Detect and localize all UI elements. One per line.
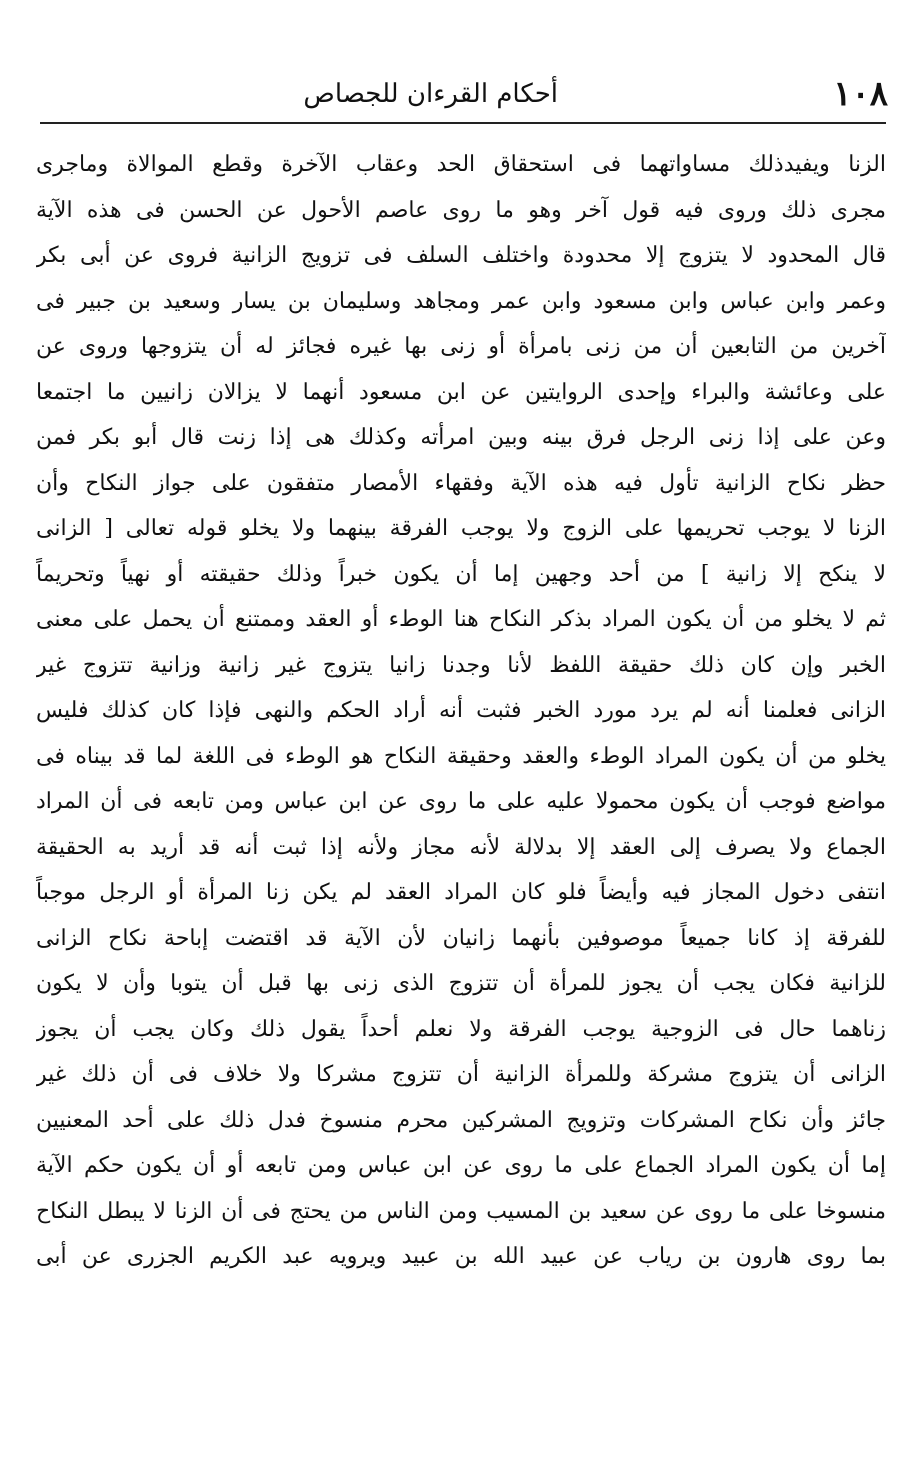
text-line: قال المحدود لا يتزوج إلا محدودة واختلف السلف فى تزويج الزانية فروى عن أبى بكر bbox=[36, 243, 886, 268]
page-header bbox=[40, 72, 888, 120]
text-line: مجرى ذلك وروى فيه قول آخر وهو ما روى عاصم الأحول عن الحسن فى هذه الآية bbox=[36, 197, 886, 223]
text-line: انتفى دخول المجاز فيه وأيضاً فلو كان المراد العقد لم يكن زنا المرأة أو الرجل موجباً bbox=[36, 880, 886, 905]
text-line: للفرقة إذ كانا جميعاً موصوفين بأنهما زانيان لأن الآية قد اقتضت إباحة نكاح الزانى bbox=[36, 925, 886, 951]
body-text bbox=[36, 142, 886, 1280]
text-line: لا ينكح إلا زانية ] من أحد وجهين إما أن يكون خبراً وذلك حقيقته أو نهياً وتحريماً bbox=[36, 561, 886, 587]
text-line: الزنا ويفيدذلك مساواتهما فى استحقاق الحد وعقاب الآخرة وقطع الموالاة وماجرى bbox=[36, 152, 886, 177]
header-rule bbox=[40, 122, 886, 124]
text-line: الجماع ولا يصرف إلى العقد إلا بدلالة لأنه مجاز ولأنه إذا ثبت أنه قد أريد به الحقيقة bbox=[36, 834, 886, 860]
text-line: إما أن يكون المراد الجماع على ما روى عن ابن عباس ومن تابعه أو أن يكون حكم الآية bbox=[36, 1153, 886, 1178]
text-line: آخرين من التابعين أن من زنى بامرأة أو زنى بها غيره فجائز له أن يتزوجها وروى عن bbox=[36, 334, 886, 359]
text-line: على وعائشة والبراء وإحدى الروايتين عن ابن مسعود أنهما لا يزالان زانيين ما اجتمعا bbox=[36, 379, 886, 405]
text-line: الزنا لا يوجب تحريمها على الزوج ولا يوجب الفرقة بينهما ولا يخلو قوله تعالى [ الزانى bbox=[36, 516, 886, 541]
text-line: بما روى هارون بن رياب عن عبيد الله بن عبيد ويرويه عبد الكريم الجزرى عن أبى bbox=[36, 1244, 886, 1269]
text-line: ثم لا يخلو من أن يكون المراد بذكر النكاح هنا الوطء أو العقد وممتنع أن يحمل على معنى bbox=[36, 607, 886, 632]
text-line: حظر نكاح الزانية تأول فيه هذه الآية وفقهاء الأمصار متفقون على جواز النكاح وأن bbox=[36, 470, 886, 496]
text-line: للزانية فكان يجب أن يجوز للمرأة أن تتزوج الذى زنى بها قبل أن يتوبا وأن لا يكون bbox=[36, 971, 886, 996]
text-line: جائز وأن نكاح المشركات وتزويج المشركين محرم منسوخ فدل ذلك على أحد المعنيين bbox=[36, 1107, 886, 1133]
text-line: الزانى فعلمنا أنه لم يرد مورد الخبر فثبت أنه أراد الحكم والنهى فإذا كان كذلك فليس bbox=[36, 698, 886, 723]
running-title: أحكام القرءان للجصاص bbox=[303, 79, 558, 109]
text-line: الخبر وإن كان ذلك حقيقة اللفظ لأنا وجدنا زانيا يتزوج غير زانية وزانية تتزوج غير bbox=[36, 652, 886, 678]
text-line: الزانى أن يتزوج مشركة وللمرأة الزانية أن تتزوج مشركا ولا خلاف فى أن ذلك غير bbox=[36, 1062, 886, 1087]
text-line: وعمر وابن عباس وابن مسعود وابن عمر ومجاهد وسليمان بن يسار وسعيد بن جبير فى bbox=[36, 288, 886, 314]
text-line: مواضع فوجب أن يكون محمولا عليه على ما روى عن ابن عباس ومن تابعه فى أن المراد bbox=[36, 789, 886, 814]
text-line: وعن على إذا زنى الرجل فرق بينه وبين امرأته وكذلك هى إذا زنت قال أبو بكر فمن bbox=[36, 425, 886, 450]
text-line: زناهما حال فى الزوجية يوجب الفرقة ولا نعلم أحداً يقول ذلك وكان يجب أن يجوز bbox=[36, 1016, 886, 1042]
text-line: منسوخا على ما روى عن سعيد بن المسيب ومن الناس من يحتج فى أن الزنا لا يبطل النكاح bbox=[36, 1198, 886, 1224]
page-number: ١٠٨ bbox=[833, 74, 888, 114]
text-line: يخلو من أن يكون المراد الوطء والعقد وحقيقة النكاح هو الوطء فى اللغة لما قد بيناه فى bbox=[36, 743, 886, 769]
